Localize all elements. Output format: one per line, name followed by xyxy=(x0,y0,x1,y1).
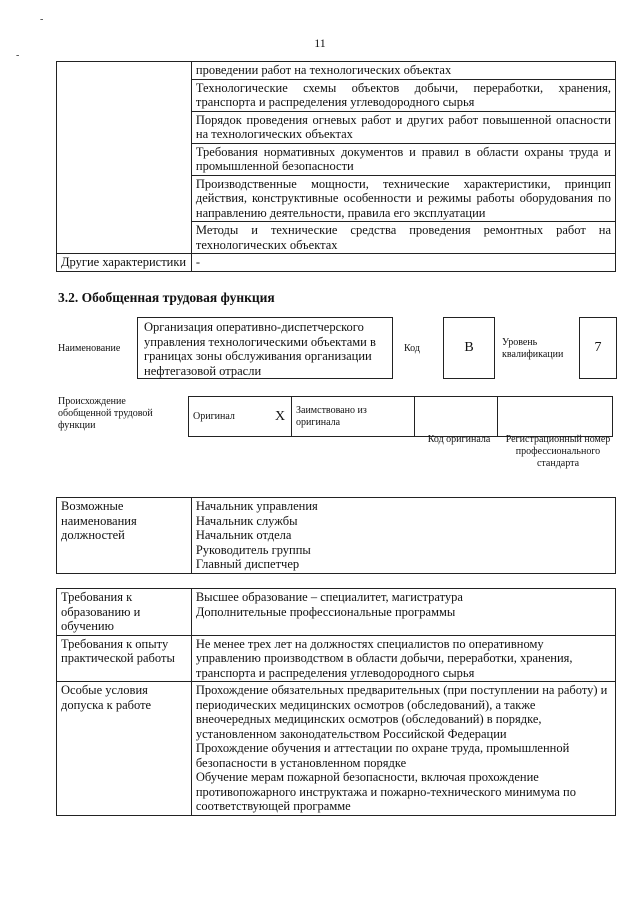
caption-registration-number: Регистрационный номер профессионального стандарта xyxy=(505,434,611,469)
education-value xyxy=(191,589,615,636)
other-characteristics-label: Другие характеристики xyxy=(57,254,192,272)
origin-table xyxy=(188,396,613,437)
position-item: Начальник управления xyxy=(195,499,318,513)
position-item: Главный диспетчер xyxy=(195,557,300,571)
corner-mark-left: - xyxy=(16,50,20,61)
requirement-line: Дополнительные профессиональные программы xyxy=(195,604,456,619)
original-label: Оригинал xyxy=(189,397,270,437)
origin-label: Происхождение обобщенной трудовой функции xyxy=(58,396,153,431)
position-item: Руководитель группы xyxy=(195,542,311,557)
other-characteristics-value: - xyxy=(191,254,615,272)
knowledge-row: Методы и технические средства проведения ремонтных работ на технологических объектах xyxy=(191,222,615,254)
position-item: Начальник службы xyxy=(195,513,298,528)
page-number: 11 xyxy=(314,36,326,50)
requirements-table xyxy=(56,588,616,816)
borrowed-label: Заимствовано из оригинала xyxy=(292,397,415,437)
original-code-cell xyxy=(415,397,498,437)
position-item: Начальник отдела xyxy=(195,528,292,542)
positions-label: Возможные наименования должностей xyxy=(57,498,192,574)
name-label: Наименование xyxy=(58,343,121,354)
level-label: Уровень квалификации xyxy=(502,337,564,360)
requirement-line: Не менее трех лет на должностях специалистов по оперативному управлению производством в области добычи, переработки, хранения, транспорта и распределения углеводородного сырья xyxy=(195,636,573,680)
function-code: B xyxy=(443,317,495,379)
function-name: Организация оперативно-диспетчерского управления технологическими объектами в границах зоны обслуживания организации нефтегазовой отрасли xyxy=(137,317,393,379)
knowledge-row: Технологические схемы объектов добычи, переработки, хранения, транспорта и распределения углеводородного сырья xyxy=(191,79,615,111)
knowledge-row: Производственные мощности, технические характеристики, принцип действия, конструктивные особенности и режимы работы оборудования по направлению деятельности, правила его эксплуатации xyxy=(191,175,615,222)
requirement-line: Прохождение обучения и аттестации по охране труда, промышленной безопасности в установленном порядке xyxy=(195,741,570,770)
qualification-level: 7 xyxy=(579,317,617,379)
knowledge-table xyxy=(56,61,616,272)
corner-mark: - xyxy=(40,14,44,25)
original-mark: X xyxy=(269,397,292,437)
registration-number-cell xyxy=(498,397,613,437)
knowledge-row: проведении работ на технологических объектах xyxy=(191,62,615,80)
caption-original-code: Код оригинала xyxy=(427,434,491,445)
knowledge-label-cell xyxy=(57,62,192,254)
experience-value xyxy=(191,635,615,682)
education-label: Требования к образованию и обучению xyxy=(57,589,192,636)
code-label: Код xyxy=(404,343,420,354)
special-conditions-value xyxy=(191,682,615,816)
knowledge-row: Требования нормативных документов и правил в области охраны труда и промышленной безопасности xyxy=(191,143,615,175)
knowledge-row: Порядок проведения огневых работ и других работ повышенной опасности на технологических объектах xyxy=(191,111,615,143)
requirement-line: Обучение мерам пожарной безопасности, включая прохождение противопожарного инструктажа и пожарно-технического минимума по соответствующей программе xyxy=(195,770,576,813)
requirement-line: Высшее образование – специалитет, магистратура xyxy=(195,590,463,604)
positions-list xyxy=(191,498,615,574)
section-title: 3.2. Обобщенная трудовая функция xyxy=(58,290,275,305)
requirement-line: Прохождение обязательных предварительных (при поступлении на работу) и периодических медицинских осмотров (обследований), а также внеочередных медицинских осмотров (обследований) в порядке, установленном законодательством Российской Федерации xyxy=(195,683,608,741)
experience-label: Требования к опыту практической работы xyxy=(57,635,192,682)
positions-table xyxy=(56,497,616,574)
special-conditions-label: Особые условия допуска к работе xyxy=(57,682,192,816)
